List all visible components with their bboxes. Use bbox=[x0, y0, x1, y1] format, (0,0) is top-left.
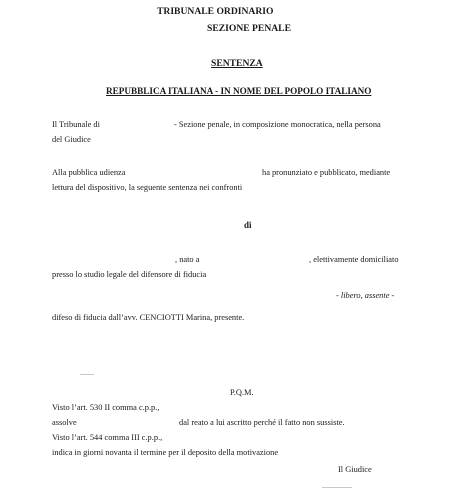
acquittal-reason: dal reato a lui ascritto perché il fatto non sussiste. bbox=[179, 418, 345, 427]
court-section: SEZIONE PENALE bbox=[207, 23, 291, 34]
acquit-label: assolve bbox=[52, 418, 77, 427]
born-in-label: , nato a bbox=[175, 255, 200, 264]
hearing-label: Alla pubblica udienza bbox=[52, 168, 126, 177]
pqm-line-1: Visto l’art. 530 II comma c.p.p., bbox=[52, 403, 160, 412]
di-label: di bbox=[244, 220, 252, 230]
reading-text: lettura del dispositivo, la seguente sentenza nei confronti bbox=[52, 183, 243, 192]
scan-mark bbox=[322, 487, 352, 488]
composition-text: - Sezione penale, in composizione monocratica, nella persona bbox=[174, 120, 381, 129]
domicile-text: , elettivamente domiciliato bbox=[309, 255, 399, 264]
pqm-line-4: indica in giorni novanta il termine per il deposito della motivazione bbox=[52, 448, 279, 457]
judge-label: del Giudice bbox=[52, 135, 91, 144]
pronounced-text: ha pronunziato e pubblicato, mediante bbox=[262, 168, 391, 177]
document-type: SENTENZA bbox=[211, 58, 263, 69]
court-name: TRIBUNALE ORDINARIO bbox=[157, 6, 274, 17]
pqm-line-3: Visto l’art. 544 comma III c.p.p., bbox=[52, 433, 163, 442]
court-intro: Il Tribunale di bbox=[52, 120, 100, 129]
defense-counsel: difeso di fiducia dall’avv. CENCIOTTI Marina, presente. bbox=[52, 313, 245, 322]
scan-mark bbox=[80, 374, 94, 375]
domicile-location: presso lo studio legale del difensore di fiducia bbox=[52, 270, 207, 279]
defendant-status: - libero, assente - bbox=[336, 291, 395, 300]
pqm-title: P.Q.M. bbox=[230, 388, 254, 397]
republic-heading: REPUBBLICA ITALIANA - IN NOME DEL POPOLO ITALIANO bbox=[106, 86, 372, 96]
judge-signature-label: Il Giudice bbox=[338, 465, 372, 474]
